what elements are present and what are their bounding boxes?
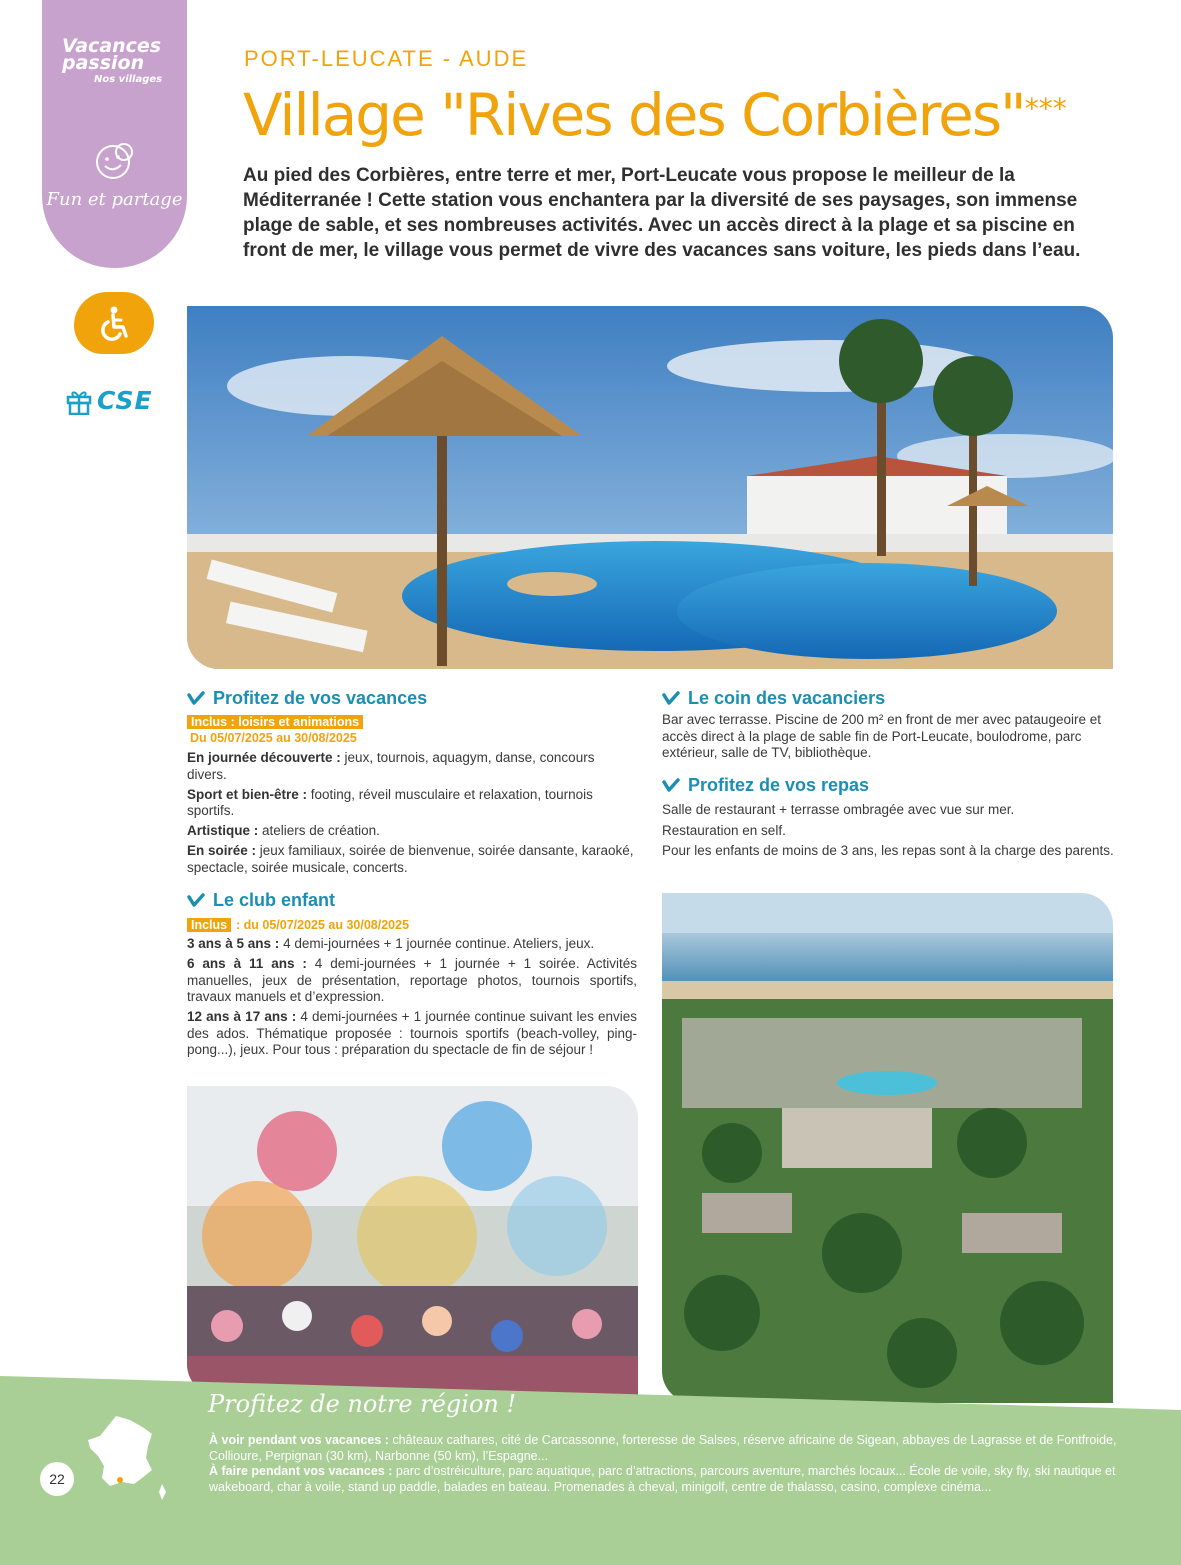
- gift-icon: [66, 387, 92, 415]
- smiley-icon: [93, 138, 137, 182]
- item-text: 4 demi-journées + 1 journée continue. Ateliers, jeux.: [279, 936, 595, 951]
- kids-club-list: [187, 936, 637, 1062]
- meals-text: [662, 800, 1114, 862]
- brand-name: Vacances passion: [62, 35, 162, 74]
- list-item: [187, 750, 637, 783]
- region-voir-label: À voir pendant vos vacances :: [209, 1433, 389, 1447]
- accessibility-badge: [74, 292, 154, 354]
- pool-photo: [187, 306, 1113, 669]
- section-title-club: [187, 890, 335, 911]
- page-number: 22: [40, 1462, 74, 1496]
- meals-line: Pour les enfants de moins de 3 ans, les repas sont à la charge des parents.: [662, 843, 1114, 858]
- list-item: [187, 1009, 637, 1059]
- item-label: En journée découverte :: [187, 750, 341, 765]
- brand-subtitle: Nos villages: [94, 74, 163, 85]
- item-text: ateliers de création.: [258, 823, 380, 838]
- village-name: Village "Rives des Corbières": [243, 81, 1025, 149]
- theme-side-tab: [42, 0, 187, 268]
- list-item: [187, 823, 637, 840]
- check-icon: [662, 778, 680, 794]
- activities-list: [187, 750, 637, 880]
- region-faire-text: parc d’ostréiculture, parc aquatique, parc d’attractions, parcours aventure, marchés locaux... École de voile, sky fly, ski nautique et wakeboard, char à voile, stand up paddle, balades en bateau. Promenades à cheval, minigolf, centre de thalasso, casino, complexe cinéma...: [209, 1464, 1116, 1494]
- section-title-vacances: [187, 688, 427, 709]
- item-label: 6 ans à 11 ans :: [187, 956, 307, 971]
- included-tag: Inclus : loisirs et animations: [187, 715, 363, 729]
- region-text: [209, 1433, 1119, 1495]
- cse-label: CSE: [97, 386, 153, 415]
- item-label: 3 ans à 5 ans :: [187, 936, 280, 951]
- dates-label: : du 05/07/2025 au 30/08/2025: [236, 918, 410, 932]
- meals-line: Restauration en self.: [662, 822, 786, 838]
- star-rating: ***: [1024, 92, 1067, 125]
- intro-paragraph: Au pied des Corbières, entre terre et mer, Port-Leucate vous propose le meilleur de la Méditerranée ! Cette station vous enchantera par la diversité de ses paysages, son immense plage de sable, et ses nombreuses activités. Avec un accès direct à la plage et sa piscine en front de mer, le village vous permet de vivre des vacances sans voiture, les pieds dans l’eau.: [243, 165, 1081, 261]
- section-title-text: Profitez de vos vacances: [213, 688, 428, 708]
- region-faire: [209, 1464, 1119, 1495]
- dates-label: Du 05/07/2025 au 30/08/2025: [190, 731, 357, 745]
- region-title: Profitez de notre région !: [208, 1390, 517, 1418]
- location-heading: PORT-LEUCATE - AUDE: [244, 46, 529, 71]
- item-text: jeux familiaux, soirée de bienvenue, soirée dansante, karaoké, spectacle, soirée musicale, concerts.: [187, 843, 634, 875]
- section-title-text: Le coin des vacanciers: [688, 688, 886, 708]
- france-map-icon: [86, 1412, 172, 1504]
- list-item: [187, 787, 637, 820]
- included-tag: Inclus: [187, 918, 231, 932]
- facilities-text: Bar avec terrasse. Piscine de 200 m² en front de mer avec pataugeoire et accès direct à la plage de sable fin de Port-Leucate, boulodrome, parc extérieur, salle de TV, bibliothèque.: [662, 712, 1101, 760]
- item-text: 4 demi-journées + 1 journée continue suivant les envies des ados. Thématique proposée : tournois sportifs (beach-volley, ping-pong...), jeux. Pour tous : préparation du spectacle de fin de séjour !: [187, 1009, 637, 1057]
- item-label: Artistique :: [187, 823, 259, 838]
- list-item: [187, 843, 637, 876]
- section-title-repas: [662, 775, 869, 796]
- item-text: footing, réveil musculaire et relaxation, tournois sportifs.: [187, 786, 593, 818]
- color-party-photo: [187, 1086, 638, 1396]
- region-voir-text: châteaux cathares, cité de Carcassonne, forteresse de Salses, réserve africaine de Sigean, abbayes de Lagrasse et de Fontfroide, Collioure, Perpignan (30 km), Narbonne (50 km), l’Espagne...: [209, 1433, 1117, 1463]
- section-title-text: Le club enfant: [213, 890, 336, 910]
- check-icon: [187, 893, 205, 909]
- theme-label: Fun et partage: [46, 189, 183, 210]
- item-label: En soirée :: [187, 843, 257, 858]
- page-title: [243, 74, 1067, 156]
- section-title-coin: [662, 688, 885, 709]
- list-item: [187, 936, 637, 953]
- region-faire-label: À faire pendant vos vacances :: [209, 1464, 393, 1478]
- brand-logo: [56, 35, 176, 85]
- wheelchair-icon: [94, 303, 134, 343]
- item-label: Sport et bien-être :: [187, 786, 308, 802]
- item-label: 12 ans à 17 ans :: [187, 1009, 297, 1024]
- meals-line: Salle de restaurant + terrasse ombragée avec vue sur mer.: [662, 802, 1015, 817]
- item-text: 4 demi-journées + 1 journée + 1 soirée. Activités manuelles, jeux de présentation, reportage photos, tournois sportifs, travaux manuels et d’expression.: [187, 956, 637, 1004]
- region-voir: [209, 1433, 1119, 1464]
- aerial-photo: [662, 893, 1113, 1403]
- cse-badge: [66, 386, 153, 415]
- item-text: jeux, tournois, aquagym, danse, concours divers.: [187, 750, 595, 782]
- check-icon: [187, 691, 205, 707]
- check-icon: [662, 691, 680, 707]
- section-title-text: Profitez de vos repas: [688, 775, 870, 795]
- list-item: [187, 956, 637, 1006]
